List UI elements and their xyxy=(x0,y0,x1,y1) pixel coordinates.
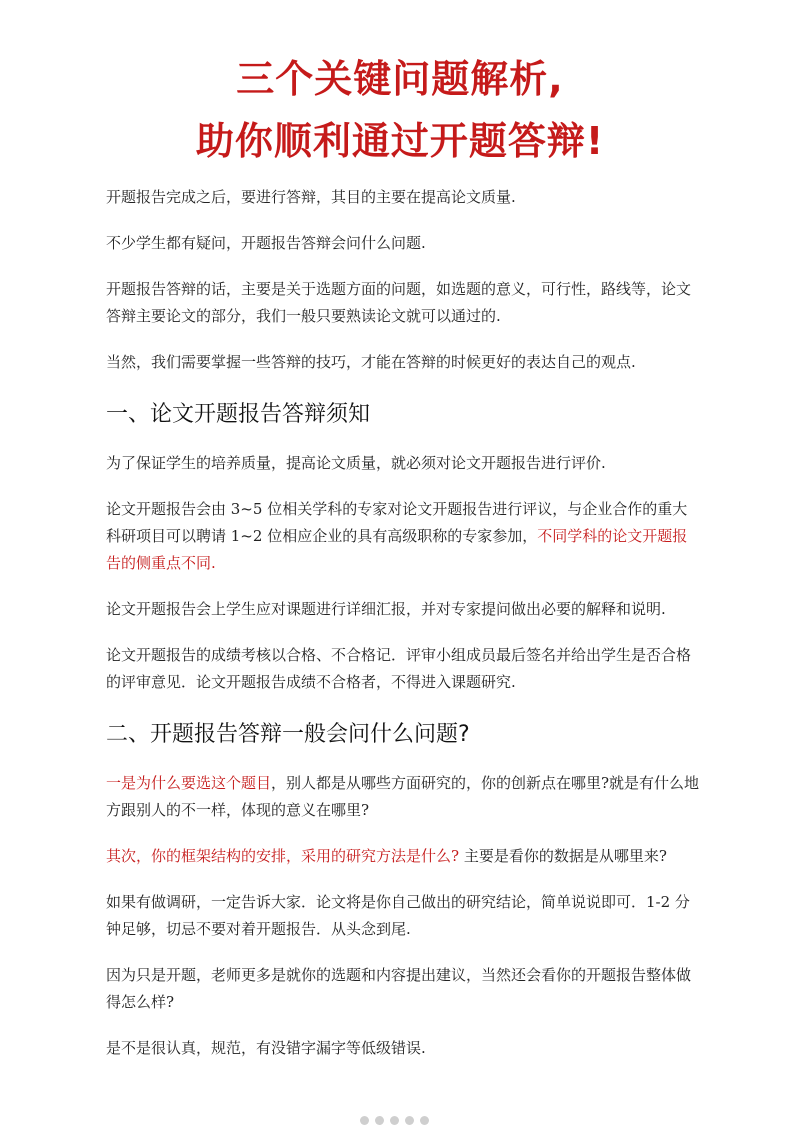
title-block xyxy=(0,48,800,172)
page-indicator xyxy=(360,1116,440,1124)
section-1-paragraph-2-text: 论文开题报告会由 3~5 位相关学科的专家对论文开题报告进行评议，与企业合作的重大科研项目可以聘请 1~2 位相应企业的具有高级职称的专家参加， xyxy=(106,500,688,545)
section-1-paragraph-1: 为了保证学生的培养质量，提高论文质量，就必须对论文开题报告进行评价. xyxy=(106,454,606,472)
title-line-2: 助你顺利通过开题答辩! xyxy=(195,119,605,163)
intro-paragraph-4: 当然，我们需要掌握一些答辩的技巧，才能在答辩的时候更好的表达自己的观点. xyxy=(106,353,636,371)
intro-paragraph-1: 开题报告完成之后，要进行答辩，其目的主要在提高论文质量. xyxy=(106,188,516,206)
section-2-paragraph-1-text: ，别人都是从哪些方面研究的，你的创新点在哪里?就是有什么地方跟别人的不一样，体现的意义在哪里? xyxy=(106,774,700,819)
section-1-paragraph-3: 论文开题报告会上学生应对课题进行详细汇报，并对专家提问做出必要的解释和说明. xyxy=(106,600,666,618)
section-1-paragraph-4: 论文开题报告的成绩考核以合格、不合格记．评审小组成员最后签名并给出学生是否合格的评审意见．论文开题报告成绩不合格者，不得进入课题研究. xyxy=(106,646,692,691)
section-2-paragraph-5: 是不是很认真，规范，有没错字漏字等低级错误. xyxy=(106,1039,426,1057)
section-2-paragraph-3: 如果有做调研，一定告诉大家．论文将是你自己做出的研究结论，简单说说即可．1-2 分钟足够，切忌不要对着开题报告．从头念到尾. xyxy=(106,893,690,938)
section-2-highlight-2: 其次，你的框架结构的安排，采用的研究方法是什么? xyxy=(106,847,460,865)
title-line-1: 三个关键问题解析, xyxy=(236,57,564,101)
section-2-paragraph-2-text: 主要是看你的数据是从哪里来? xyxy=(459,847,667,865)
section-2-highlight-1: 一是为什么要选这个题目 xyxy=(106,774,272,792)
intro-paragraph-3: 开题报告答辩的话，主要是关于选题方面的问题，如选题的意义，可行性，路线等，论文答辩主要论文的部分，我们一般只要熟读论文就可以通过的. xyxy=(106,280,692,325)
section-1-highlight: 不同学科的论文开题报告的侧重点不同. xyxy=(106,527,688,572)
section-1-heading: 一、论文开题报告答辩须知 xyxy=(106,402,371,427)
section-2-paragraph-4: 因为只是开题，老师更多是就你的选题和内容提出建议，当然还会看你的开题报告整体做得怎么样? xyxy=(106,966,692,1011)
section-2-heading: 二、开题报告答辩一般会问什么问题? xyxy=(106,722,470,747)
section-1-paragraph-2 xyxy=(106,496,700,577)
section-2-paragraph-1 xyxy=(106,770,700,824)
article-body xyxy=(106,184,700,1081)
section-2-paragraph-2 xyxy=(106,843,700,870)
intro-paragraph-2: 不少学生都有疑问，开题报告答辩会问什么问题. xyxy=(106,234,426,252)
